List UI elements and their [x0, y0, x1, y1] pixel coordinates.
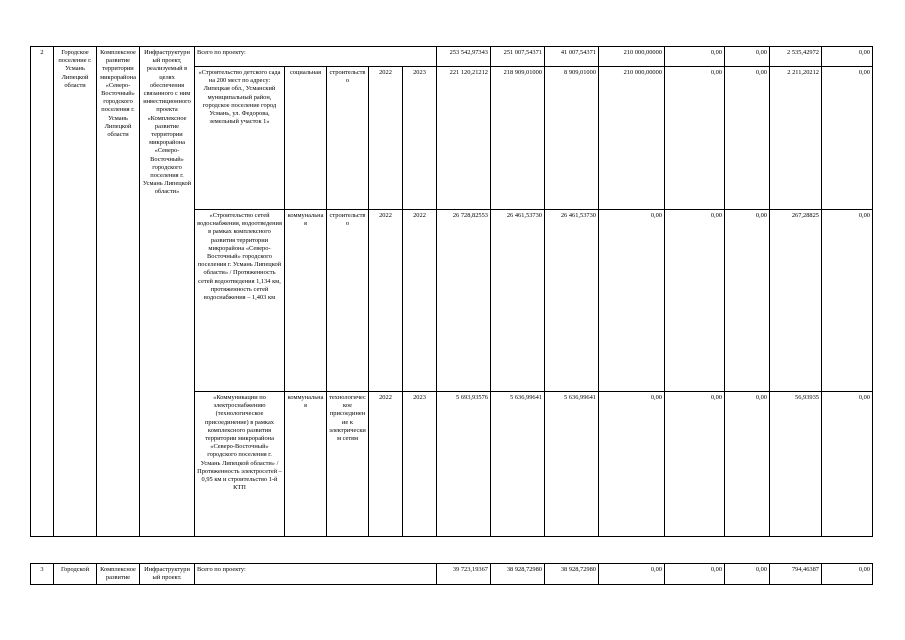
- item-kind: строительство: [327, 67, 369, 210]
- item-start: 2022: [369, 392, 403, 537]
- item-end: 2023: [403, 67, 437, 210]
- item-v3: 26 461,53730: [545, 210, 599, 392]
- project-type-cell: Инфраструктурный проект.: [140, 564, 195, 585]
- total-row: [31, 564, 873, 585]
- total-row: [31, 47, 873, 67]
- item-start: 2022: [369, 67, 403, 210]
- item-v3: 5 636,99641: [545, 392, 599, 537]
- total-v6: 0,00: [725, 47, 770, 67]
- total-v4: 0,00: [599, 564, 665, 585]
- total-v2: 251 007,54371: [491, 47, 545, 67]
- project-name-cell: Комплексное развитие: [97, 564, 140, 585]
- item-v1: 26 728,82553: [437, 210, 491, 392]
- total-v1: 253 542,97343: [437, 47, 491, 67]
- item-start: 2022: [369, 210, 403, 392]
- total-label: Всего по проекту:: [195, 564, 437, 585]
- total-v4: 210 000,00000: [599, 47, 665, 67]
- total-v7: 794,46387: [770, 564, 822, 585]
- item-v4: 0,00: [599, 210, 665, 392]
- municipality-cell: Городское поселение г. Усмань Липецкой области: [54, 47, 97, 537]
- item-v5: 0,00: [665, 210, 725, 392]
- item-sphere: социальная: [285, 67, 327, 210]
- total-v2: 38 928,72980: [491, 564, 545, 585]
- row-number: 3: [31, 564, 54, 585]
- total-v8: 0,00: [822, 564, 873, 585]
- project-type-cell: Инфраструктурный проект, реализуемый в целях обеспечения связанного с ним инвестиционного проекта «Комплексное развитие территории микрорайона «Северо-Восточный» городского поселения г. Усмань Липецкой области»: [140, 47, 195, 537]
- item-v3: 8 909,01000: [545, 67, 599, 210]
- item-v8: 0,00: [822, 67, 873, 210]
- item-name: «Строительство сетей водоснабжения, водоотведения в рамках комплексного развития территории микрорайона «Северо-Восточный» городского поселения г. Усмань Липецкой области» / Протяженность сетей водоотведения 1,134 км, протяженность сетей водоснабжения – 1,403 км: [195, 210, 285, 392]
- item-end: 2023: [403, 392, 437, 537]
- item-v7: 2 211,20212: [770, 67, 822, 210]
- item-v2: 26 461,53730: [491, 210, 545, 392]
- total-label: Всего по проекту:: [195, 47, 437, 67]
- item-end: 2022: [403, 210, 437, 392]
- item-kind: строительство: [327, 210, 369, 392]
- total-v8: 0,00: [822, 47, 873, 67]
- municipality-cell: Городской: [54, 564, 97, 585]
- total-v3: 38 928,72980: [545, 564, 599, 585]
- row-number: 2: [31, 47, 54, 537]
- item-sphere: коммунальная: [285, 392, 327, 537]
- project-name-cell: Комплексное развитие территории микрорайона «Северо-Восточный» городского поселения г. Усмань Липецкой области: [97, 47, 140, 537]
- item-v7: 56,93935: [770, 392, 822, 537]
- item-v5: 0,00: [665, 67, 725, 210]
- item-v7: 267,28825: [770, 210, 822, 392]
- item-v1: 221 120,21212: [437, 67, 491, 210]
- item-v8: 0,00: [822, 392, 873, 537]
- item-v2: 5 636,99641: [491, 392, 545, 537]
- item-v8: 0,00: [822, 210, 873, 392]
- item-v5: 0,00: [665, 392, 725, 537]
- total-v7: 2 535,42972: [770, 47, 822, 67]
- item-v1: 5 693,93576: [437, 392, 491, 537]
- project-table-2: [30, 46, 873, 537]
- item-sphere: коммунальная: [285, 210, 327, 392]
- item-v4: 0,00: [599, 392, 665, 537]
- total-v5: 0,00: [665, 47, 725, 67]
- item-v6: 0,00: [725, 67, 770, 210]
- total-v5: 0,00: [665, 564, 725, 585]
- item-v2: 218 909,01000: [491, 67, 545, 210]
- total-v3: 41 007,54371: [545, 47, 599, 67]
- item-kind: технологическое присоединение к электрическим сетям: [327, 392, 369, 537]
- item-v6: 0,00: [725, 210, 770, 392]
- item-name: «Коммуникации по электроснабжению (технологическое присоединение) в рамках комплексного развития территории микрорайона «Северо-Восточный» городского поселения г. Усмань Липецкой области» / Протяженность электросетей – 0,95 км и строительство 1-й КТП: [195, 392, 285, 537]
- item-v6: 0,00: [725, 392, 770, 537]
- total-v6: 0,00: [725, 564, 770, 585]
- project-table-3: [30, 563, 873, 585]
- item-name: «Строительство детского сада на 200 мест по адресу: Липецкая обл., Усманский муниципальный район, городское поселение город Усмань, ул. Федорова, земельный участок 1»: [195, 67, 285, 210]
- total-v1: 39 723,19367: [437, 564, 491, 585]
- item-v4: 210 000,00000: [599, 67, 665, 210]
